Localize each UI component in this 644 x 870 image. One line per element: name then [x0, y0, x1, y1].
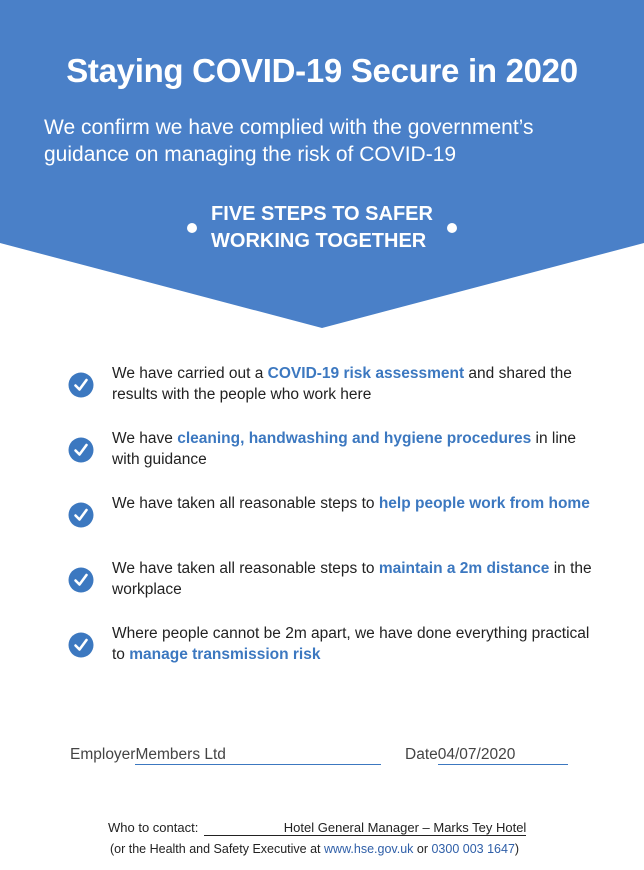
steps-heading-line2: WORKING TOGETHER: [211, 230, 427, 252]
date-label: Date: [405, 746, 438, 763]
check-circle-icon: [68, 372, 94, 398]
employer-label: Employer: [70, 746, 136, 763]
step-text: [112, 558, 592, 600]
date-signoff: [405, 746, 568, 765]
employer-field[interactable]: Members Ltd: [135, 746, 381, 765]
step-item: [66, 428, 596, 493]
step-text-part: in the workplace: [112, 560, 592, 598]
bullet-dot-left: [187, 223, 197, 233]
step-highlight: COVID-19 risk assessment: [267, 365, 465, 382]
page-subtitle: We confirm we have complied with the government’s guidance on managing the risk of COVID-19: [44, 116, 534, 166]
employer-signoff: [70, 746, 381, 765]
step-highlight: maintain a 2m distance: [378, 560, 550, 577]
check-circle-icon: [68, 567, 94, 593]
step-text-part: and shared the results with the people who work here: [112, 365, 572, 403]
check-circle-icon: [68, 632, 94, 658]
step-highlight: cleaning, handwashing and hygiene procedures: [177, 430, 532, 447]
header-banner: [0, 0, 644, 330]
step-text-part: in line with guidance: [112, 430, 577, 468]
step-text-part: We have taken all reasonable steps to: [112, 560, 379, 577]
hse-note-text: ): [514, 842, 520, 856]
step-highlight: manage transmission risk: [129, 646, 321, 663]
step-text: [112, 363, 592, 405]
steps-heading: [0, 201, 644, 255]
step-highlight: help people work from home: [378, 495, 590, 512]
step-item: [66, 493, 596, 558]
contact-label: Who to contact:: [108, 820, 199, 835]
step-text-part: We have taken all reasonable steps to: [112, 495, 379, 512]
hse-note-text: or: [413, 842, 432, 856]
hse-website-link[interactable]: www.hse.gov.uk: [324, 842, 414, 856]
date-field[interactable]: 04/07/2020: [438, 746, 568, 765]
step-item: [66, 363, 596, 428]
hse-note-text: (or the Health and Safety Executive at: [110, 842, 325, 856]
contact-field[interactable]: Hotel General Manager – Marks Tey Hotel: [204, 820, 526, 836]
steps-list: [66, 363, 596, 688]
step-text-part: We have carried out a: [112, 365, 268, 382]
hse-phone-link[interactable]: 0300 003 1647: [431, 842, 515, 856]
check-circle-icon: [68, 502, 94, 528]
step-text-part: Where people cannot be 2m apart, we have done everything practical to: [112, 625, 590, 663]
contact-line: [108, 820, 526, 836]
step-text: [112, 428, 592, 470]
steps-heading-line1: FIVE STEPS TO SAFER: [211, 203, 433, 225]
step-item: [66, 623, 596, 688]
step-text: [112, 493, 592, 514]
hse-note: [110, 842, 519, 856]
check-circle-icon: [68, 437, 94, 463]
bullet-dot-right: [447, 223, 457, 233]
step-item: [66, 558, 596, 623]
step-text-part: We have: [112, 430, 178, 447]
step-text: [112, 623, 592, 665]
page-title: Staying COVID-19 Secure in 2020: [66, 52, 578, 89]
steps-heading-text: [211, 201, 433, 255]
